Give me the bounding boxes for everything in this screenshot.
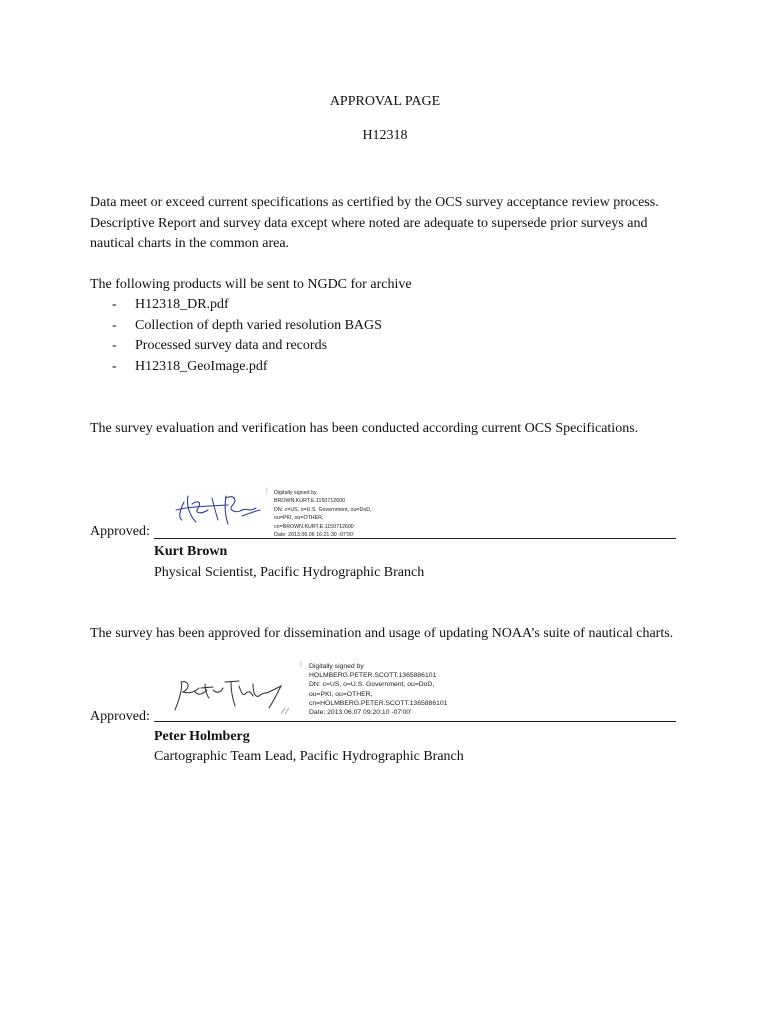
page-title: APPROVAL PAGE — [329, 94, 441, 109]
list-item: - H12318_DR.pdf — [112, 297, 229, 312]
intro-paragraph: Data meet or exceed current specifications as certified by the OCS survey acceptance review process. Descriptive Report and survey data except where noted are adequate to supersede prior surveys and nautical charts in the common area. — [90, 195, 659, 251]
list-item: - H12318_GeoImage.pdf — [112, 358, 268, 374]
survey-code: H12318 — [362, 128, 408, 143]
signature-field-marker: | — [300, 661, 302, 668]
signature-field-marker: | — [266, 488, 268, 495]
kurt-brown-handwritten-signature — [172, 488, 264, 530]
approver-name: Peter Holmberg — [154, 729, 250, 744]
peter-holmberg-handwritten-signature — [165, 670, 295, 720]
dissemination-paragraph: The survey has been approved for dissemination and usage of updating NOAA’s suite of nautical charts. — [90, 626, 674, 641]
evaluation-paragraph: The survey evaluation and verification has been conducted according current OCS Specifications. — [90, 421, 639, 436]
approver-name: Kurt Brown — [154, 544, 228, 559]
approver-role: Cartographic Team Lead, Pacific Hydrographic Branch — [154, 749, 464, 764]
approver-role: Physical Scientist, Pacific Hydrographic Branch — [154, 565, 425, 580]
list-item: - Collection of depth varied resolution BAGS — [112, 317, 382, 333]
products-list — [112, 295, 382, 377]
list-item: - Processed survey data and records — [112, 338, 328, 353]
signature-line — [154, 721, 676, 722]
approved-label: Approved: — [90, 524, 150, 539]
digital-signature-block: Digitally signed by HOLMBERG.PETER.SCOTT.1365886101 DN: c=US, o=U.S. Government, ou=DoD, ou=PKI, ou=OTHER, cn=HOLMBERG.PETER.SCOTT.1365886101 Date: 2013.06.07 09:20:10 -07'00' — [309, 663, 448, 717]
digital-signature-block: Digitally signed by BROWN.KURT.E.1150712600 DN: c=US, o=U.S. Government, ou=DoD, ou=PKI, ou=OTHER, cn=BROWN.KURT.E.1150712600 Date: 2013.06.06 16:21:30 -07'00' — [274, 490, 372, 539]
products-lead: The following products will be sent to NGDC for archive — [90, 277, 412, 292]
approved-label: Approved: — [90, 709, 150, 724]
signature-line — [154, 538, 676, 539]
